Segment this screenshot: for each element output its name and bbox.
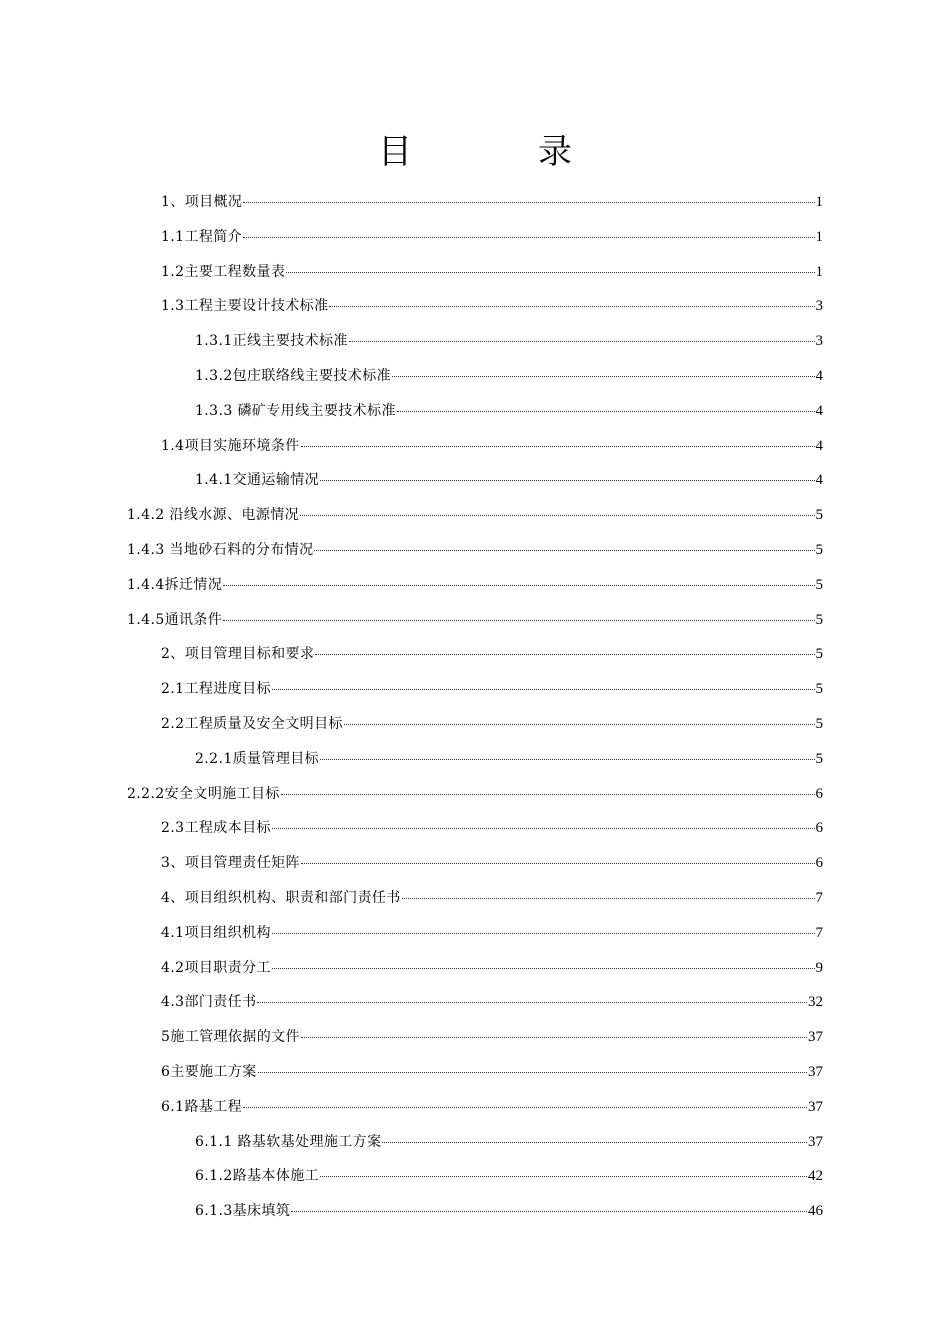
toc-page-number: 5	[815, 611, 823, 628]
toc-entry[interactable]	[0, 881, 950, 916]
toc-entry-text: 1.4.3 当地砂石料的分布情况	[127, 541, 314, 558]
toc-page-number: 7	[815, 889, 823, 906]
toc-page-number: 4	[815, 437, 823, 454]
toc-dot-leader	[286, 272, 814, 273]
toc-dot-leader	[258, 1072, 807, 1073]
toc-page-number: 3	[815, 333, 823, 350]
toc-page-number: 4	[815, 367, 823, 384]
toc-entry-text: 1、项目概况	[161, 194, 243, 210]
toc-page-number: 32	[808, 994, 823, 1011]
toc-dot-leader	[272, 689, 815, 690]
toc-page-number: 5	[815, 646, 823, 663]
toc-page-number: 5	[815, 576, 823, 593]
toc-entry[interactable]	[0, 185, 950, 220]
toc-page-number: 1	[815, 194, 823, 210]
toc-entry[interactable]	[0, 707, 950, 742]
toc-entry[interactable]	[0, 394, 950, 429]
toc-entry-text: 4.2项目职责分工	[161, 959, 271, 976]
toc-page-number: 37	[808, 1063, 823, 1080]
toc-dot-leader	[223, 620, 814, 621]
toc-entry[interactable]	[0, 533, 950, 568]
toc-entry-text: 2.3工程成本目标	[161, 820, 271, 837]
toc-dot-leader	[301, 446, 815, 447]
toc-entry-text: 4.1项目组织机构	[161, 924, 271, 941]
toc-entry-text: 1.4项目实施环境条件	[161, 437, 300, 454]
toc-entry[interactable]	[0, 463, 950, 498]
toc-page-number: 6	[815, 820, 823, 837]
toc-page-number: 9	[815, 959, 823, 976]
toc-dot-leader	[281, 794, 815, 795]
toc-page-number: 5	[815, 541, 823, 558]
toc-entry-text: 1.4.1交通运输情况	[195, 472, 320, 489]
toc-entry[interactable]	[0, 637, 950, 672]
toc-dot-leader	[382, 1142, 807, 1143]
toc-dot-leader	[243, 237, 814, 238]
toc-page-number: 7	[815, 924, 823, 941]
toc-entry[interactable]	[0, 1159, 950, 1194]
toc-title: 目 录	[378, 132, 618, 172]
toc-page-number: 5	[815, 715, 823, 732]
toc-dot-leader	[392, 376, 814, 377]
toc-page-number: 37	[808, 1098, 823, 1115]
toc-entry-text: 1.4.5通讯条件	[127, 611, 223, 628]
toc-dot-leader	[272, 968, 815, 969]
toc-entry-text: 4、项目组织机构、职责和部门责任书	[161, 889, 401, 906]
toc-dot-leader	[329, 306, 814, 307]
toc-entry[interactable]	[0, 603, 950, 638]
toc-page-number: 1	[815, 263, 823, 280]
toc-entry[interactable]	[0, 1090, 950, 1125]
toc-entry[interactable]	[0, 498, 950, 533]
toc-dot-leader	[272, 933, 815, 934]
toc-page-number: 46	[808, 1203, 823, 1220]
toc-dot-leader	[301, 863, 815, 864]
toc-dot-leader	[349, 341, 815, 342]
toc-entry[interactable]	[0, 1125, 950, 1160]
toc-entry-text: 6.1.3基床填筑	[195, 1203, 291, 1220]
toc-entry-text: 1.3.3 磷矿专用线主要技术标准	[195, 402, 396, 419]
toc-entry[interactable]	[0, 811, 950, 846]
toc-entry[interactable]	[0, 359, 950, 394]
toc-entry-text: 2.1工程进度目标	[161, 681, 271, 698]
toc-page-number: 6	[815, 855, 823, 872]
toc-entry-text: 1.4.4拆迁情况	[127, 576, 223, 593]
toc-page-number: 4	[815, 402, 823, 419]
toc-entry[interactable]	[0, 429, 950, 464]
toc-dot-leader	[320, 759, 814, 760]
toc-dot-leader	[223, 585, 814, 586]
toc-entry[interactable]	[0, 324, 950, 359]
table-of-contents	[0, 185, 950, 1229]
toc-dot-leader	[301, 1037, 807, 1038]
toc-dot-leader	[402, 898, 815, 899]
toc-page-number: 3	[815, 298, 823, 315]
toc-dot-leader	[320, 1176, 807, 1177]
toc-entry-text: 2、项目管理目标和要求	[161, 646, 315, 663]
toc-dot-leader	[344, 724, 815, 725]
toc-dot-leader	[397, 411, 815, 412]
toc-entry-text: 5施工管理依据的文件	[161, 1029, 300, 1046]
toc-page-number: 5	[815, 507, 823, 524]
toc-entry-text: 6.1.2路基本体施工	[195, 1168, 320, 1185]
toc-page-number: 5	[815, 750, 823, 767]
toc-page-number: 6	[815, 785, 823, 802]
toc-entry[interactable]	[0, 1020, 950, 1055]
toc-entry-text: 2.2工程质量及安全文明目标	[161, 715, 343, 732]
toc-entry[interactable]	[0, 1194, 950, 1229]
toc-entry[interactable]	[0, 672, 950, 707]
toc-entry[interactable]	[0, 289, 950, 324]
toc-page-number: 37	[808, 1029, 823, 1046]
toc-entry-text: 6.1路基工程	[161, 1098, 243, 1115]
toc-entry-text: 3、项目管理责任矩阵	[161, 855, 300, 872]
toc-entry-text: 1.3.1正线主要技术标准	[195, 333, 348, 350]
toc-page-number: 37	[808, 1133, 823, 1150]
toc-entry-text: 1.2主要工程数量表	[161, 263, 286, 280]
toc-entry-text: 2.2.1质量管理目标	[195, 750, 320, 767]
toc-entry[interactable]	[0, 846, 950, 881]
toc-entry[interactable]	[0, 951, 950, 986]
toc-dot-leader	[257, 1002, 807, 1003]
toc-dot-leader	[315, 654, 814, 655]
toc-entry[interactable]	[0, 916, 950, 951]
toc-entry[interactable]	[0, 777, 950, 812]
toc-dot-leader	[243, 202, 814, 203]
toc-dot-leader	[243, 1107, 807, 1108]
toc-dot-leader	[314, 550, 814, 551]
toc-entry-text: 1.3.2包庄联络线主要技术标准	[195, 367, 392, 384]
toc-dot-leader	[272, 828, 815, 829]
toc-entry-text: 4.3部门责任书	[161, 994, 257, 1011]
toc-entry[interactable]	[0, 742, 950, 777]
toc-entry[interactable]	[0, 255, 950, 290]
toc-page-number: 42	[808, 1168, 823, 1185]
toc-entry-text: 2.2.2安全文明施工目标	[127, 785, 280, 802]
toc-dot-leader	[300, 515, 814, 516]
toc-dot-leader	[320, 480, 814, 481]
toc-entry-text: 6主要施工方案	[161, 1063, 257, 1080]
toc-entry[interactable]	[0, 220, 950, 255]
toc-entry-text: 6.1.1 路基软基处理施工方案	[195, 1133, 382, 1150]
toc-dot-leader	[291, 1211, 807, 1212]
toc-entry[interactable]	[0, 568, 950, 603]
toc-entry-text: 1.4.2 沿线水源、电源情况	[127, 507, 300, 524]
toc-page-number: 1	[815, 228, 823, 245]
toc-entry[interactable]	[0, 1055, 950, 1090]
toc-entry[interactable]	[0, 985, 950, 1020]
toc-page-number: 4	[815, 472, 823, 489]
toc-page-number: 5	[815, 681, 823, 698]
toc-entry-text: 1.3工程主要设计技术标准	[161, 298, 329, 315]
toc-entry-text: 1.1工程简介	[161, 228, 243, 245]
